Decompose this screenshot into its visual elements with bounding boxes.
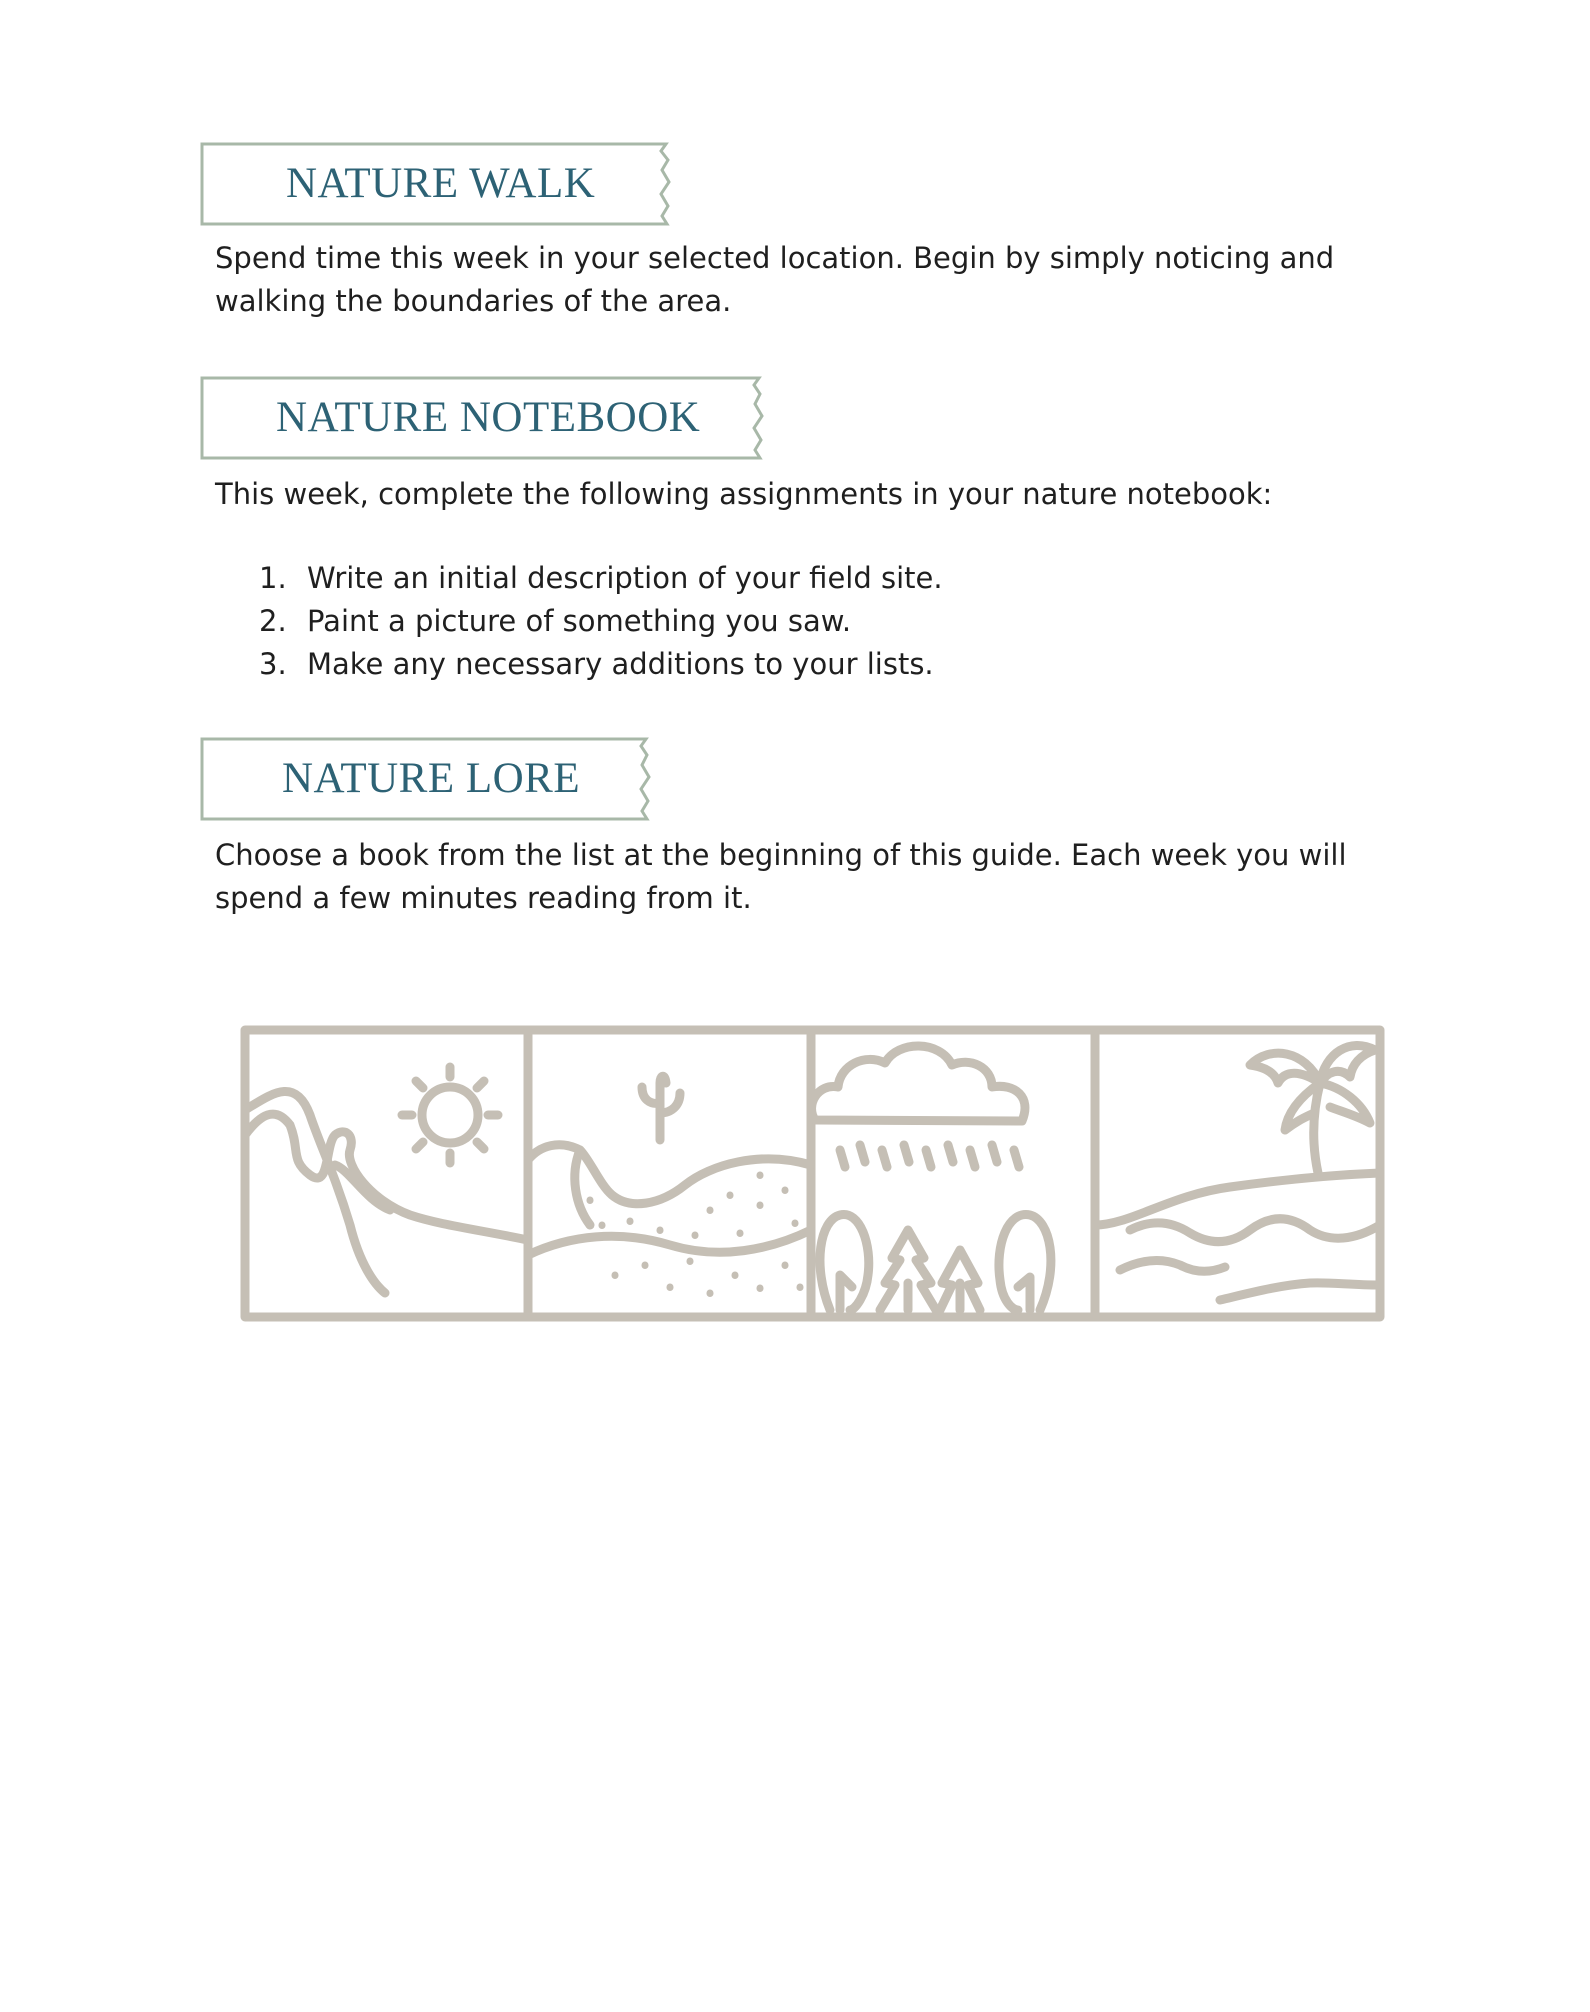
list-item bbox=[215, 557, 943, 600]
list-item-number: 2. bbox=[259, 604, 287, 638]
nature-walk-text: Spend time this week in your selected location. Begin by simply noticing and walking the boundaries of the area. bbox=[215, 241, 1335, 318]
nature-notebook-heading-tag bbox=[200, 376, 765, 460]
nature-notebook-intro: This week, complete the following assignments in your nature notebook: bbox=[215, 477, 1273, 511]
hills-cactus-icon bbox=[528, 1076, 811, 1293]
list-item bbox=[215, 600, 943, 643]
nature-lore-heading-tag bbox=[200, 737, 660, 821]
list-item-text: Paint a picture of something you saw. bbox=[307, 604, 852, 638]
nature-lore-text: Choose a book from the list at the beginning of this guide. Each week you will spend a few minutes reading from it. bbox=[215, 838, 1347, 915]
nature-walk-heading: NATURE WALK bbox=[286, 160, 596, 207]
nature-notebook-heading: NATURE NOTEBOOK bbox=[276, 394, 701, 441]
island-palm-icon bbox=[1095, 1045, 1380, 1300]
rain-forest-icon bbox=[812, 1046, 1051, 1310]
list-item-number: 3. bbox=[259, 647, 287, 681]
list-item-text: Write an initial description of your field site. bbox=[307, 561, 943, 595]
assignment-list bbox=[215, 557, 943, 686]
nature-lore-heading: NATURE LORE bbox=[282, 755, 581, 802]
mountains-sun-icon bbox=[245, 1067, 528, 1293]
nature-walk-heading-tag bbox=[200, 142, 680, 226]
list-item-number: 1. bbox=[259, 561, 287, 595]
list-item bbox=[215, 643, 943, 686]
list-item-text: Make any necessary additions to your lists. bbox=[307, 647, 934, 681]
nature-illustration-strip bbox=[240, 1025, 1385, 1325]
